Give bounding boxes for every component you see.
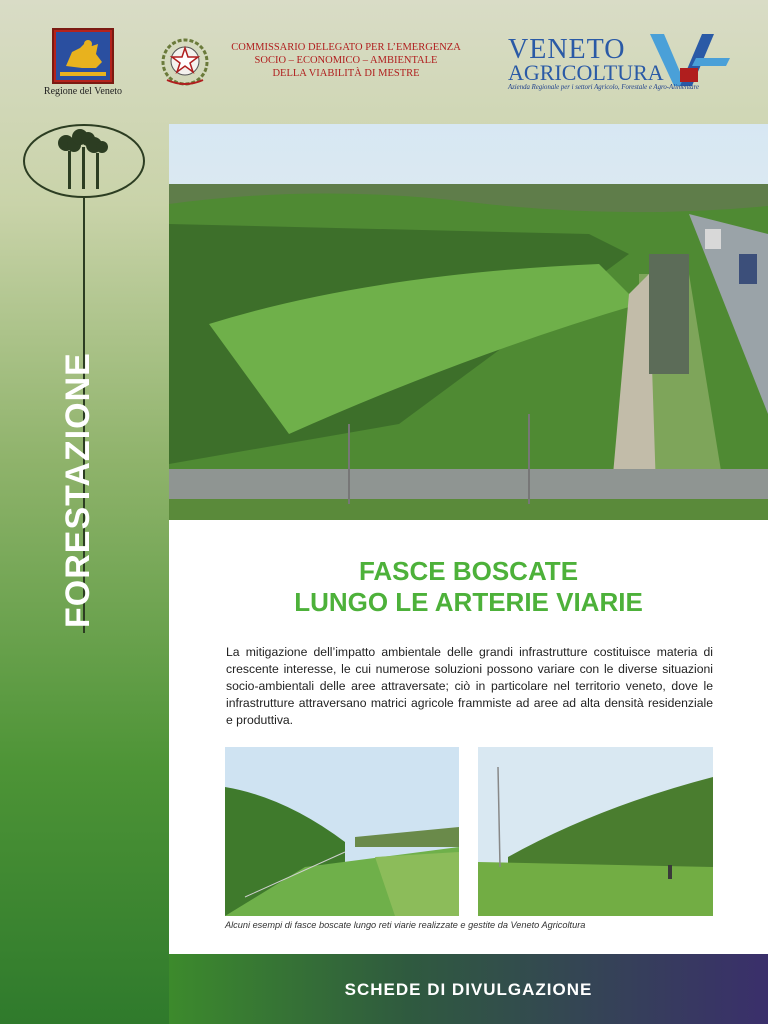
- veneto-agricoltura-logo: [504, 28, 744, 92]
- hero-photo-green-belt: [169, 124, 768, 520]
- title-line-2: LUNGO LE ARTERIE VIARIE: [294, 587, 643, 617]
- commissioner-line-1: COMMISSARIO DELEGATO PER L’EMERGENZA: [231, 42, 461, 53]
- content-panel: [169, 520, 768, 954]
- photos-caption: Alcuni esempi di fasce boscate lungo reti viarie realizzate e gestite da Veneto Agricoltura: [225, 920, 586, 930]
- example-photo-1: [225, 747, 459, 916]
- header: [0, 0, 768, 115]
- brand-line-1: VENETO: [508, 34, 626, 65]
- brand-line-2: AGRICOLTURA: [508, 60, 664, 85]
- intro-paragraph: La mitigazione dell’impatto ambientale delle grandi infrastrutture costituisce materia di crescente interesse, le cui numerose soluzioni possono variare con le diverse situazioni socio-ambientali delle aree attraversate; ciò in particolare nel territorio veneto, dove le infrastrutture attraversano matrici agricole frammiste ad aree ad alta densità residenziale e produttiva.: [226, 645, 713, 727]
- commissioner-line-2: SOCIO – ECONOMICO – AMBIENTALE: [254, 55, 438, 66]
- section-title: FORESTAZIONE: [59, 352, 97, 628]
- page-title: [169, 556, 768, 618]
- commissioner-line-3: DELLA VIABILITÀ DI MESTRE: [272, 68, 420, 79]
- example-photo-2: [478, 747, 713, 916]
- region-label: Regione del Veneto: [43, 86, 123, 97]
- commissioner-text: [210, 41, 482, 80]
- region-lion-logo: [52, 28, 114, 84]
- title-line-1: FASCE BOSCATE: [358, 556, 579, 586]
- footer-band: [169, 954, 768, 1024]
- footer-label: SCHEDE DI DIVULGAZIONE: [344, 980, 593, 999]
- italian-republic-emblem: [157, 34, 213, 90]
- brand-subtitle: Azienda Regionale per i settori Agricolo, Forestale e Agro-Alimentare: [508, 84, 699, 91]
